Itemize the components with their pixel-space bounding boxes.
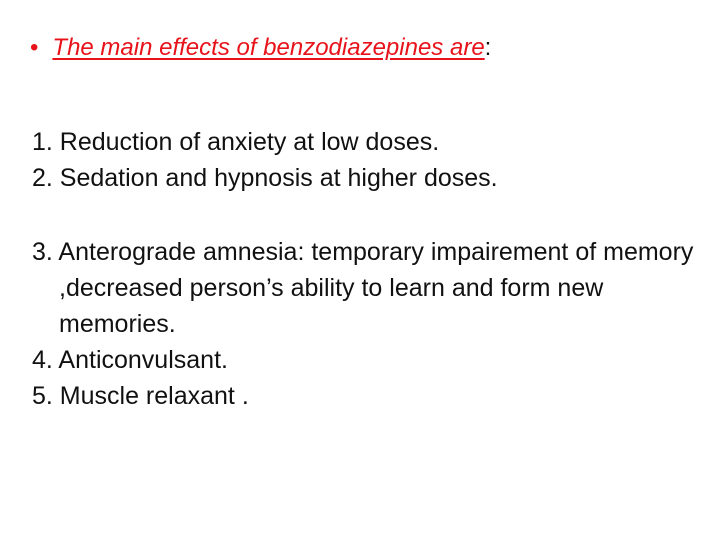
heading-colon: : (484, 34, 492, 61)
list-item-1: 1. Reduction of anxiety at low doses. (32, 128, 440, 156)
heading-text: The main effects of benzodiazepines are (52, 34, 485, 61)
spacer (32, 196, 702, 234)
list-item-4: 4. Anticonvulsant. (32, 346, 228, 374)
list-item-3: 3. Anterograde amnesia: temporary impairement of memory ,decreased person’s ability to learn and form new memories. (32, 238, 694, 338)
effects-list (32, 124, 702, 414)
list-item-2: 2. Sedation and hypnosis at higher doses. (32, 164, 498, 192)
slide-heading (30, 30, 491, 66)
bullet-icon: • (30, 34, 39, 61)
list-item-5: 5. Muscle relaxant . (32, 382, 249, 410)
